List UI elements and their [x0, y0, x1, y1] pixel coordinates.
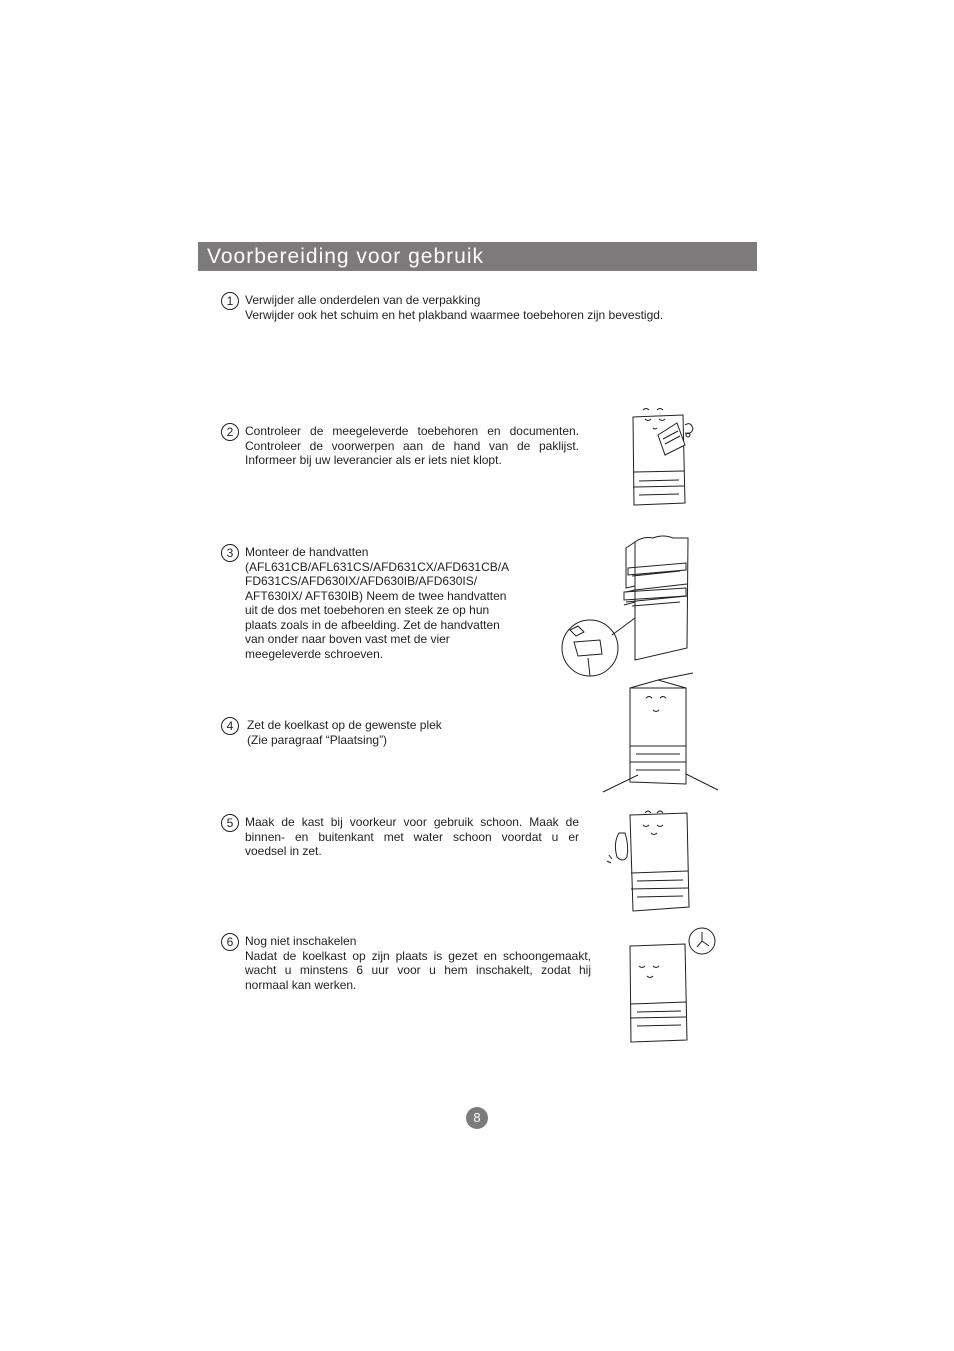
fridge-with-documents-illustration	[625, 405, 700, 510]
step-5-line: Maak de kast bij voorkeur voor gebruik schoon. Maak de	[245, 815, 579, 829]
step-3-line: AFT630IX/ AFT630IB) Neem de twee handvatten	[245, 588, 507, 603]
page-number-badge: 8	[466, 1107, 488, 1129]
step-3-line: FD631CS/AFD630IX/AFD630IB/AFD630IS/	[245, 574, 478, 588]
step-6-line: Nadat de koelkast op zijn plaats is gezet en schoongemaakt,	[245, 948, 591, 963]
step-3-line: plaats zoals in de afbeelding. Zet de handvatten	[245, 617, 500, 632]
step-4-line: Zet de koelkast op de gewenste plek	[247, 718, 442, 732]
step-3-line: uit de dos met toebehoren en steek ze op hun	[245, 603, 490, 617]
step-3-number: 3	[221, 544, 239, 562]
step-1-line: Verwijder ook het schuim en het plakband waarmee toebehoren zijn bevestigd.	[245, 307, 664, 322]
step-2-number: 2	[221, 423, 239, 441]
section-title-bar	[198, 242, 757, 271]
step-4-number: 4	[221, 717, 239, 735]
step-5-number: 5	[221, 814, 239, 832]
step-2-line: Controleer de meegeleverde toebehoren en documenten.	[245, 424, 579, 438]
step-5-text	[245, 815, 579, 859]
step-3-line: (AFL631CB/AFL631CS/AFD631CX/AFD631CB/A	[245, 559, 510, 574]
step-1-text	[245, 293, 705, 322]
fridge-cleaning-illustration	[605, 805, 695, 915]
step-3-text	[245, 545, 545, 661]
step-4-line: (Zie paragraaf “Plaatsing”)	[247, 732, 388, 747]
step-3-line: van onder naar boven vast met de vier	[245, 632, 450, 646]
fridge-wait-illustration	[625, 922, 720, 1047]
step-6-line: Nog niet inschakelen	[245, 934, 357, 948]
step-6-line: normaal kan werken.	[245, 977, 357, 992]
page-title: Voorbereiding voor gebruik	[207, 245, 484, 268]
step-1-line: Verwijder alle onderdelen van de verpakking	[245, 293, 481, 307]
step-2-line: Controleer de voorwerpen aan de hand van de paklijst.	[245, 438, 579, 453]
step-1-number: 1	[221, 292, 239, 310]
step-5-line: binnen- en buitenkant met water schoon voordat u er	[245, 829, 579, 844]
step-5-line: voedsel in zet.	[245, 844, 322, 858]
fridge-placement-illustration	[598, 670, 723, 795]
step-6-text	[245, 934, 591, 992]
step-3-line: Monteer de handvatten	[245, 545, 369, 559]
step-2-text	[245, 424, 579, 468]
handle-mounting-illustration	[560, 530, 700, 678]
step-4-text	[247, 718, 547, 747]
step-6-line: wacht u minstens 6 uur voor u hem inschakelt, zodat hij	[245, 963, 591, 977]
step-6-number: 6	[221, 933, 239, 951]
step-2-line: Informeer bij uw leverancier als er iets niet klopt.	[245, 453, 502, 467]
step-3-line: meegeleverde schroeven.	[245, 646, 384, 661]
